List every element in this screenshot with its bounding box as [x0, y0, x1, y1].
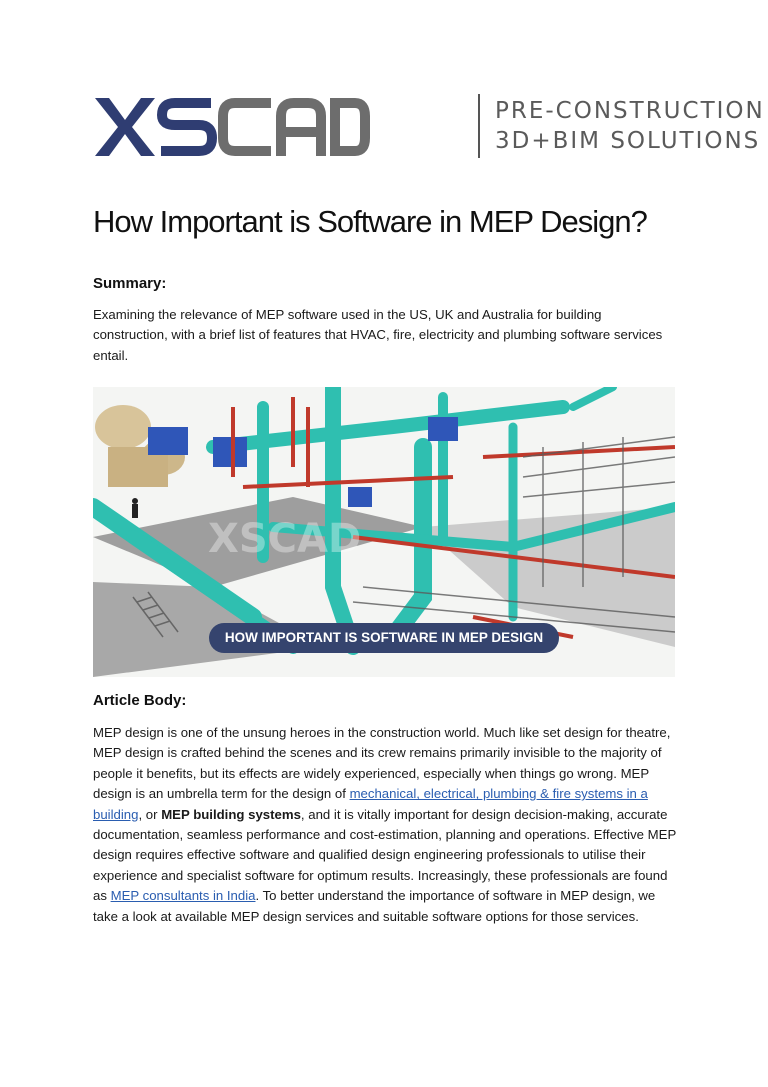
- hero-caption-banner: HOW IMPORTANT IS SOFTWARE IN MEP DESIGN: [209, 623, 559, 653]
- logo-letter-s: [161, 103, 212, 151]
- logo-divider: [478, 94, 480, 158]
- document-title: How Important is Software in MEP Design?: [93, 204, 647, 239]
- article-text-1: MEP design is one of the unsung heroes in the construction world. Much like set design for theatre, MEP design is crafted behind the scenes and its crew remains primarily invisible to the majority of people it benefits, but its effects are widely experienced, especially when things go wrong. MEP design is an umbrella term for the design of: [93, 725, 671, 802]
- article-text-2: , or: [138, 806, 162, 822]
- logo-letter-a: [281, 103, 321, 156]
- tagline-line-2: 3D+BIM SOLUTIONS: [495, 128, 761, 154]
- logo-letter-c: [223, 103, 271, 151]
- mep-systems-link[interactable]: mechanical, electrical, plumbing & fire systems in a building: [93, 786, 648, 822]
- mep-building-systems-bold: MEP building systems: [161, 806, 301, 822]
- article-body-paragraph: [93, 723, 678, 927]
- tagline-line-1: PRE-CONSTRUCTION: [495, 98, 765, 124]
- article-text-3: , and it is vitally important for design decision-making, accurate documentation, seamless performance and cost-estimation, planning and operations. Effective MEP design requires effective software and qualified design engineering professionals to utilise their experience and specialist software for optimum results. Increasingly, these professionals are found as: [93, 806, 677, 904]
- logo-letter-x: [95, 98, 155, 156]
- article-text-4: . To better understand the importance of software in MEP design, we take a look at available MEP design services and suitable software options for those services.: [93, 888, 656, 924]
- logo-tagline: [495, 96, 768, 156]
- logo-letter-d: [335, 103, 365, 151]
- company-logo: [95, 92, 765, 162]
- article-body-heading: Article Body:: [93, 692, 187, 709]
- mep-consultants-india-link[interactable]: MEP consultants in India: [110, 888, 256, 904]
- summary-text: Examining the relevance of MEP software used in the US, UK and Australia for building construction, with a brief list of features that HVAC, fire, electricity and plumbing software services entail.: [93, 307, 663, 363]
- mep-illustration-image: [93, 387, 675, 677]
- svg-text:XSCAD: XSCAD: [208, 516, 362, 562]
- summary-heading: Summary:: [93, 275, 167, 292]
- xscad-wordmark-logo: [95, 92, 370, 156]
